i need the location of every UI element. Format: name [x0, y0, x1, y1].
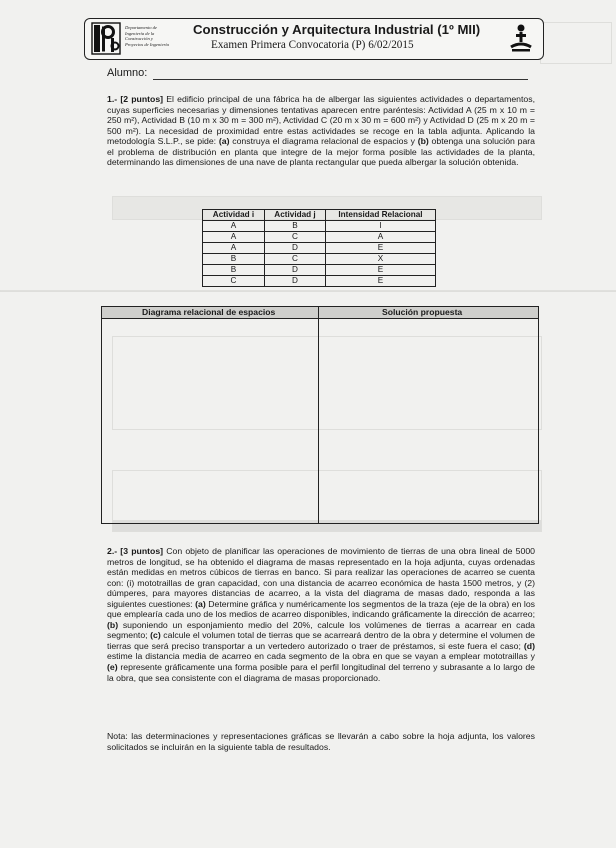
table-row	[203, 254, 436, 265]
table-cell: A	[203, 243, 265, 254]
part-b-text: suponiendo un esponjamiento medio del 20%, calcule los volúmenes de tierras a acarrear en cada segmento;	[107, 619, 535, 641]
part-a-text: Determine gráfica y numéricamente los segmentos de la traza (eje de la obra) en los que emplearía cada uno de los medios de acarreo disponibles, indicando gráficamente la dirección de acarreo;	[107, 598, 535, 620]
table-header-row	[203, 210, 436, 221]
part-c-text: calcule el volumen total de tierras que se acarreará dentro de la obra y determine el volumen de tierras que será preciso transportar a un vertedero autorizado o traer de préstamos, si este fuera el caso;	[107, 630, 536, 651]
dept-line: Ingeniería de la	[125, 30, 155, 36]
relational-diagram-header: Diagrama relacional de espacios	[142, 307, 276, 317]
part-b-label: (b)	[107, 619, 119, 630]
part-e-label: (e)	[107, 662, 118, 673]
university-crest-icon	[509, 22, 533, 54]
proposed-solution-header: Solución propuesta	[382, 307, 463, 317]
table-cell: C	[203, 276, 265, 287]
question-1-number: 1.- [2 puntos]	[107, 94, 164, 104]
answer-box	[101, 306, 539, 524]
table-cell: D	[265, 243, 326, 254]
part-b-label: (b)	[417, 136, 429, 147]
part-b-text: obtenga una solución para el problema de distribución en planta que integre de la mejor forma posible las actividades de la planta, determinando las dimensiones de una nave de planta rectangular que pueda albergar la solución obtenida.	[107, 136, 536, 168]
dept-line: Departamento de	[125, 25, 158, 30]
answer-box-header	[102, 307, 538, 319]
student-name-field[interactable]	[153, 79, 528, 80]
table-cell: X	[326, 254, 436, 265]
part-c-label: (c)	[150, 630, 161, 641]
table-cell: I	[326, 221, 436, 232]
question-2	[107, 546, 535, 683]
relational-diagram-area[interactable]	[102, 319, 318, 523]
table-cell: D	[265, 276, 326, 287]
question-1-text: El edificio principal de una fábrica ha de albergar las siguientes actividades o departamentos, cuyas superficies necesarias y dimensiones tentativas aparecen entre paréntesis: Actividad A (25 m x 10 m = 250 m²), Actividad B (10 m x 30 m = 300 m²), Actividad C (20 m x 30 m = 600 m²) y Actividad D (25 m x 20 m = 500 m²). La necesidad de proximidad entre estas actividades se recoge en la tabla adjunta. Aplicando la metodología S.L.P., se pide:	[107, 94, 535, 147]
column-header: Actividad i	[203, 210, 265, 221]
part-e-text: represente gráficamente una forma posible para el perfil longitudinal del terreno y subrasante a lo largo de la obra, que sea consistente con el diagrama de masas proporcionado.	[107, 662, 535, 683]
table-cell: B	[203, 265, 265, 276]
table-cell: E	[326, 243, 436, 254]
table-cell: A	[203, 221, 265, 232]
column-header: Intensidad Relacional	[326, 210, 436, 221]
department-logo-icon	[91, 22, 121, 55]
table-cell: A	[203, 232, 265, 243]
table-cell: A	[326, 232, 436, 243]
table-row	[203, 232, 436, 243]
table-row	[203, 221, 436, 232]
proposed-solution-area[interactable]	[319, 319, 538, 523]
question-2-intro: Con objeto de planificar las operaciones de movimiento de tierras de una obra lineal de 5000 metros de longitud, se ha obtenido el diagrama de masas representado en la hoja adjunta, cuyas ordenadas están medidas en metros cúbicos de tierras en banco. Si para realizar las operaciones de acarreo se cuenta con: (i) mototraillas de gran capacidad, con una distancia de acarreo económica de hasta 1500 metros, y (2) dúmperes, para mayores distancias de acarreo, a la vista del diagrama de masas dado, responda a las siguientes cuestiones:	[107, 546, 535, 609]
table-cell: D	[265, 265, 326, 276]
question-1	[107, 94, 535, 168]
table-cell: C	[265, 254, 326, 265]
table-cell: B	[265, 221, 326, 232]
column-header: Actividad j	[265, 210, 326, 221]
table-row	[203, 276, 436, 287]
table-cell: B	[203, 254, 265, 265]
table-cell: C	[265, 232, 326, 243]
activity-relation-table	[202, 209, 436, 287]
department-name	[125, 25, 169, 47]
exam-subtitle: Examen Primera Convocatoria (P) 6/02/2015	[211, 39, 414, 51]
dept-line: Proyectos de Ingeniería	[125, 41, 169, 47]
part-a-label: (a)	[218, 136, 230, 147]
table-row	[203, 243, 436, 254]
exam-title: Construcción y Arquitectura Industrial (1º MII)	[193, 22, 481, 37]
ghost-mark	[0, 290, 616, 292]
table-cell: E	[326, 276, 436, 287]
part-a-label: (a)	[195, 598, 206, 609]
exam-header	[84, 18, 544, 60]
dept-line: Construcción y	[125, 36, 153, 42]
ghost-mark	[540, 22, 612, 64]
question-2-number: 2.- [3 puntos]	[107, 546, 164, 556]
table-row	[203, 265, 436, 276]
part-a-text: construya el diagrama relacional de espacios y	[229, 136, 418, 147]
exam-note: Nota: las determinaciones y representaciones gráficas se llevarán a cabo sobre la hoja adjunta, los valores solicitados se incluirán en la siguiente tabla de resultados.	[107, 731, 535, 752]
table-cell: E	[326, 265, 436, 276]
part-d-label: (d)	[523, 640, 535, 651]
part-d-text: estime la distancia media de acarreo en cada segmento de la obra en que se vayan a emplear mototraillas y	[107, 651, 535, 662]
student-name-label: Alumno:	[107, 67, 148, 79]
